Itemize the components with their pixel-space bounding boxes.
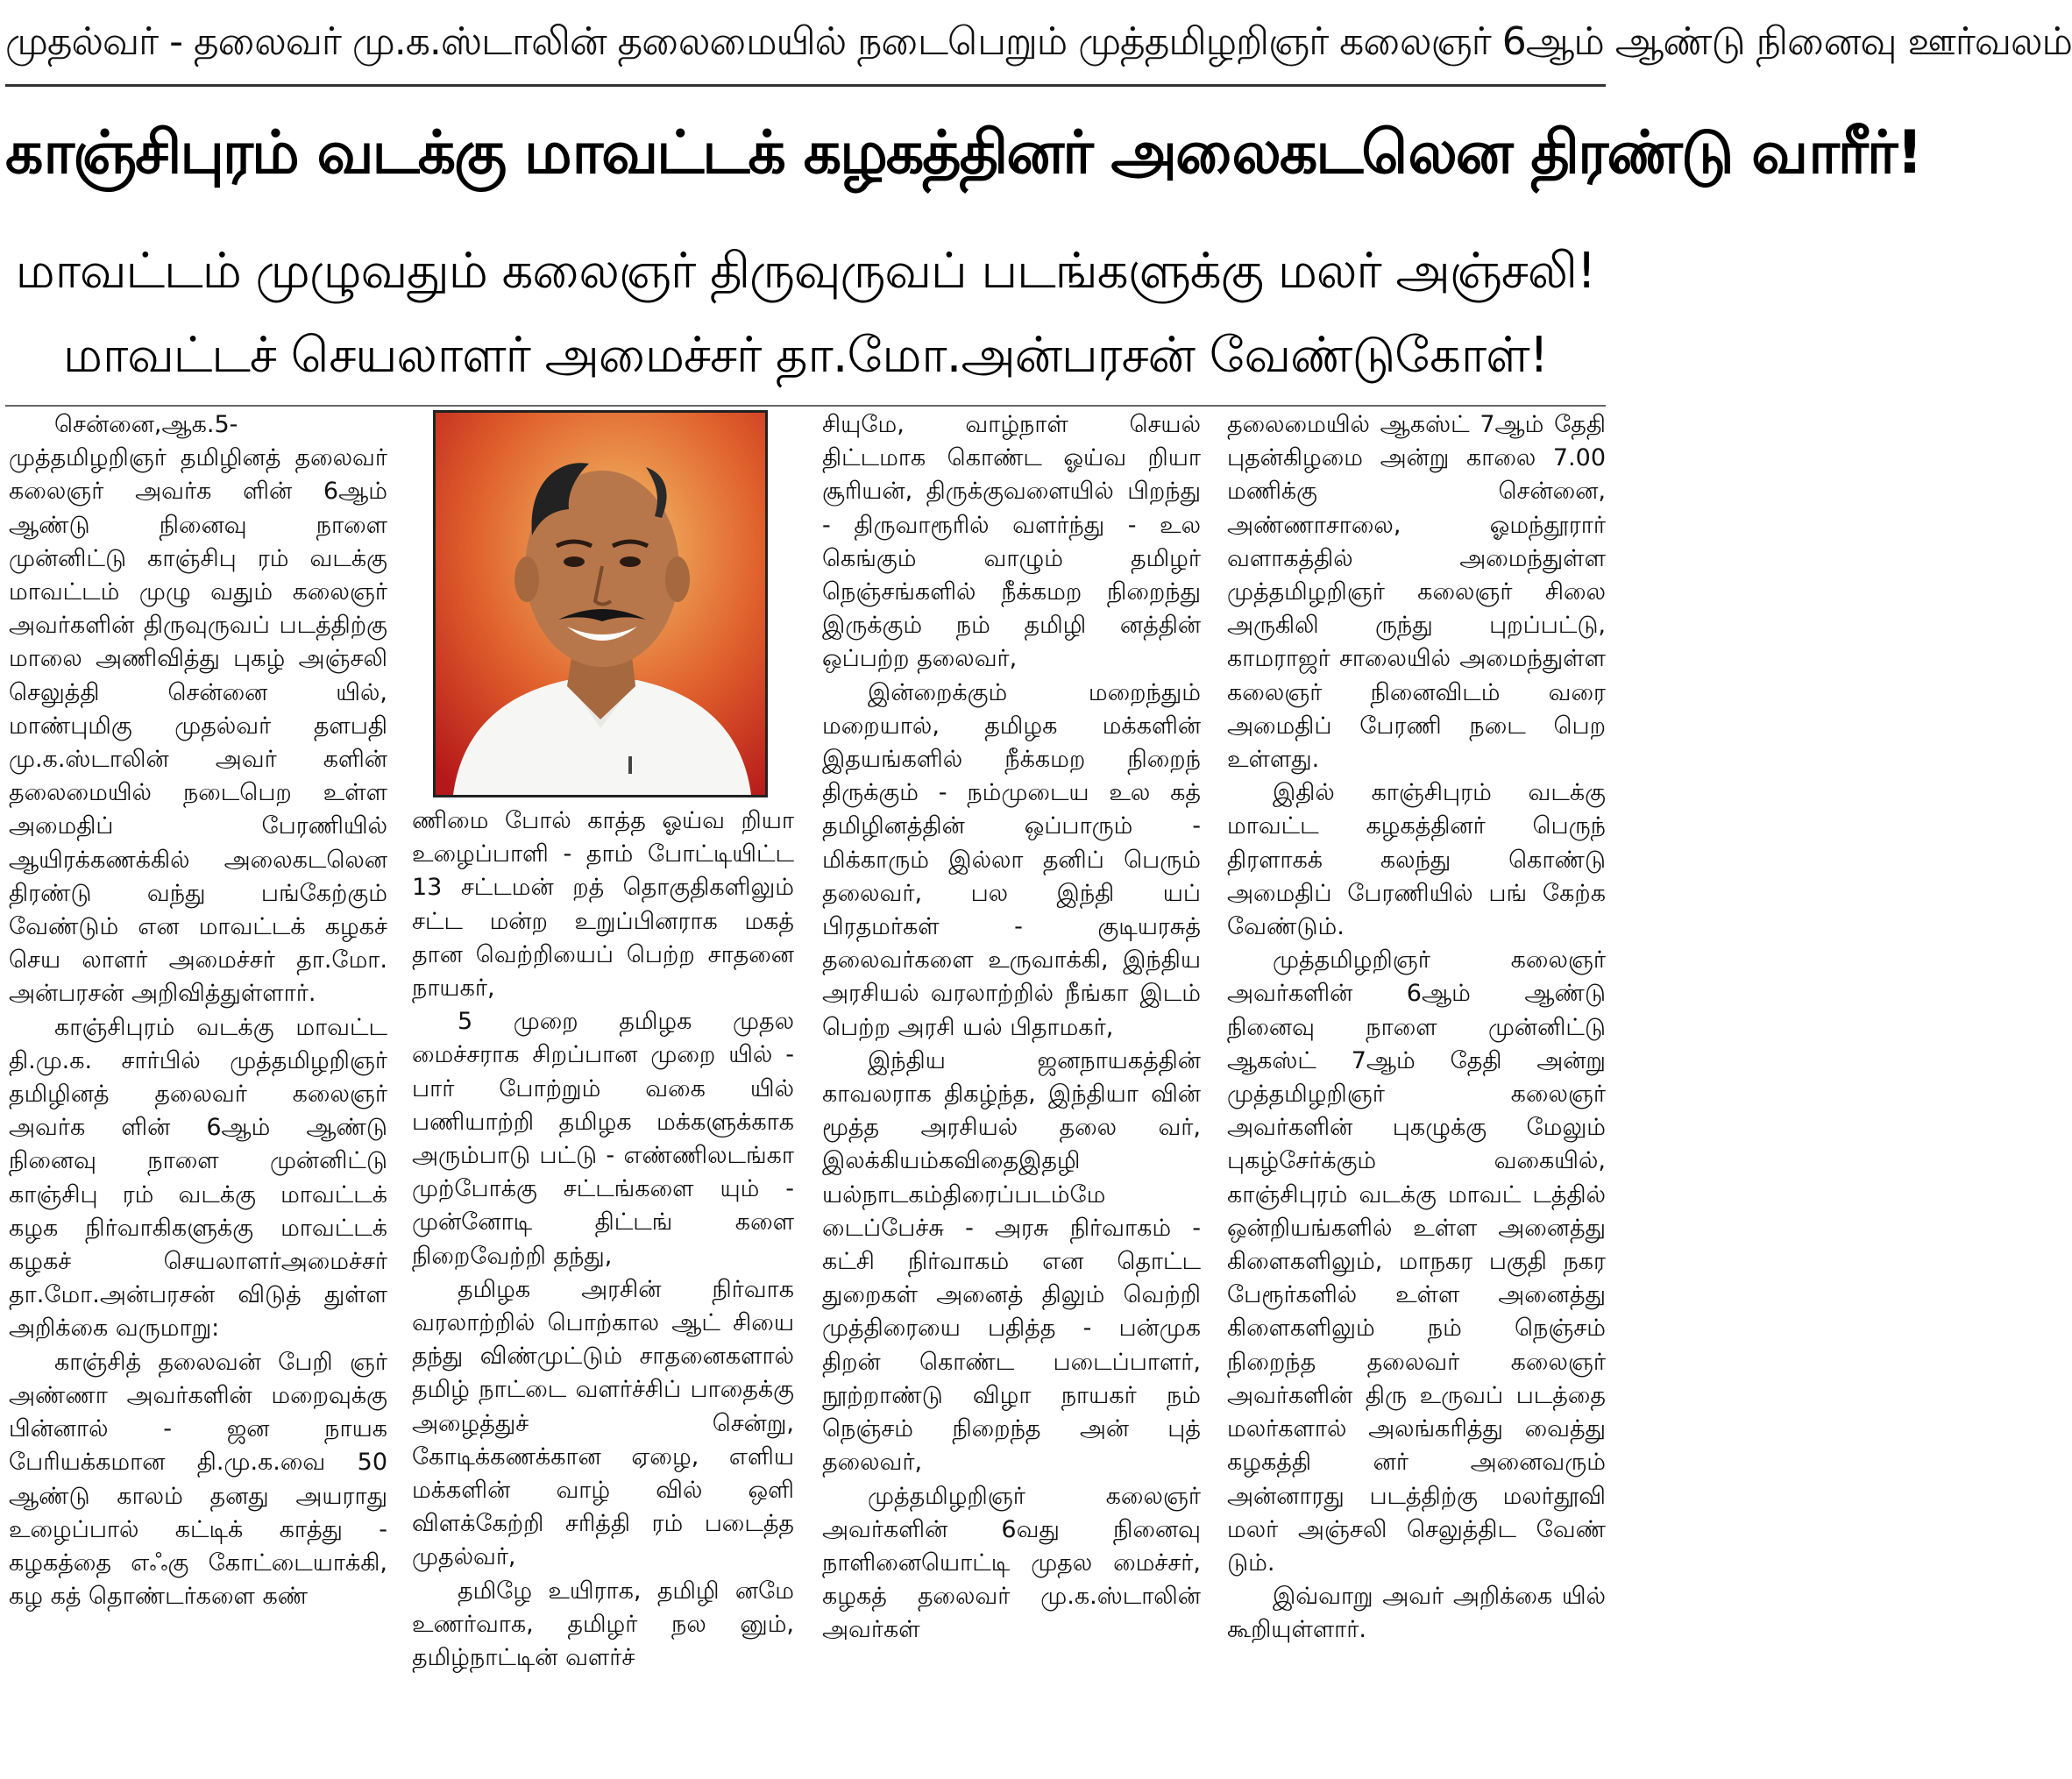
portrait-photo [433,410,768,797]
paragraph: முத்தமிழறிஞர் கலைஞர் அவர்களின் 6ஆம் ஆண்டு நினைவு நாளை முன்னிட்டு ஆகஸ்ட் 7ஆம் தேதி அன்று முத்தமிழறிஞர் கலைஞர் அவர்களின் புகழுக்கு மேலும் புகழ்சேர்க்கும் வகையில், காஞ்சிபுரம் வடக்கு மாவட் டத்தில் ஒன்றியங்களில் உள்ள அனைத்து கிளைகளிலும், மாநகர பகுதி நகர பேரூர்களில் உள்ள அனைத்து கிளைகளிலும் நம் நெஞ்சம் நிறைந்த தலைவர் கலைஞர் அவர்களின் திரு உருவப் படத்தை மலர்களால் அலங்கரித்து வைத்து கழகத்தி னர் அனைவரும் அன்னாரது படத்திற்கு மலர்தூவி மலர் அஞ்சலி செலுத்திட வேண் டும். [1227,946,1606,1577]
article-column-4 [1227,408,1606,1775]
paragraph: காஞ்சித் தலைவன் பேறி ஞர் அண்ணா அவர்களின் மறைவுக்கு பின்னால் - ஜன நாயக பேரியக்கமான தி.மு.க.வை 50 ஆண்டு காலம் தனது அயராது உழைப்பால் கட்டிக் காத்து - கழகத்தை எஃகு கோட்டையாக்கி, கழ கத் தொண்டர்களை கண் [9,1348,387,1611]
subheadline-2: மாவட்டச் செயலாளர் அமைச்சர் தா.மோ.அன்பரசன் வேண்டுகோள்! [62,327,1549,384]
paragraph: தமிழக அரசின் நிர்வாக வரலாற்றில் பொற்கால ஆட் சியை தந்து விண்முட்டும் சாதனைகளால் தமிழ் நாட்டை வளர்ச்சிப் பாதைக்கு அழைத்துச் சென்று, கோடிக்கணக்கான ஏழை, எளிய மக்களின் வாழ் வில் ஒளி விளக்கேற்றி சரித்தி ரம் படைத்த முதல்வர், [412,1275,794,1571]
article-column-1 [9,408,387,1775]
subheadline-1: மாவட்டம் முழுவதும் கலைஞர் திருவுருவப் படங்களுக்கு மலர் அஞ்சலி! [15,243,1596,300]
paragraph: 5 முறை தமிழக முதல மைச்சராக சிறப்பான முறை யில் - பார் போற்றும் வகை யில் பணியாற்றி தமிழக மக்களுக்காக அரும்பாடு பட்டு - எண்ணிலடங்கா முற்போக்கு சட்டங்களை யும் - முன்னோடி திட்டங் களை நிறைவேற்றி தந்து, [412,1008,794,1270]
kicker-line: முதல்வர் - தலைவர் மு.க.ஸ்டாலின் தலைமையில் நடைபெறும் முத்தமிழறிஞர் கலைஞர் 6ஆம் ஆண்டு நினைவு ஊர்வலம் [5,19,2072,64]
paragraph: இவ்வாறு அவர் அறிக்கை யில் கூறியுள்ளார். [1227,1583,1606,1644]
paragraph: இந்திய ஜனநாயகத்தின் காவலராக திகழ்ந்த, இந்தியா வின் மூத்த அரசியல் தலை வர், இலக்கியம்கவிதைஇதழி யல்நாடகம்திரைப்படம்மே டைப்பேச்சு - அரசு நிர்வாகம் - கட்சி நிர்வாகம் என தொட்ட துறைகள் அனைத் திலும் வெற்றி முத்திரையை பதித்த - பன்முக திறன் கொண்ட படைப்பாளர், நூற்றாண்டு விழா நாயகர் நம் நெஞ்சம் நிறைந்த அன் புத் தலைவர், [822,1046,1201,1477]
paragraph: ணிமை போல் காத்த ஓய்வ றியா உழைப்பாளி - தாம் போட்டியிட்ட 13 சட்டமன் றத் தொகுதிகளிலும் சட்ட மன்ற உறுப்பினராக மகத் தான வெற்றியைப் பெற்ற சாதனை நாயகர், [412,807,794,1003]
headline: காஞ்சிபுரம் வடக்கு மாவட்டக் கழகத்தினர் அலைகடலென திரண்டு வாரீர்! [5,118,1922,188]
kicker-rule [5,84,1606,87]
headline-rule [5,405,1606,407]
paragraph: முத்தமிழறிஞர் கலைஞர் அவர்களின் 6வது நினைவு நாளினையொட்டி முதல மைச்சர், கழகத் தலைவர் மு.க.ஸ்டாலின் அவர்கள் [822,1482,1201,1644]
article-column-2 [412,804,794,1775]
paragraph: சென்னை,ஆக.5- முத்தமிழறிஞர் தமிழினத் தலைவர் கலைஞர் அவர்க ளின் 6ஆம் ஆண்டு நினைவு நாளை முன்னிட்டு காஞ்சிபு ரம் வடக்கு மாவட்டம் முழு வதும் கலைஞர் அவர்களின் திருவுருவப் படத்திற்கு மாலை அணிவித்து புகழ் அஞ்சலி செலுத்தி சென்னை யில், மாண்புமிகு முதல்வர் தளபதி மு.க.ஸ்டாலின் அவர் களின் தலைமையில் நடைபெற உள்ள அமைதிப் பேரணியில் ஆயிரக்கணக்கில் அலைகடலென திரண்டு வந்து பங்கேற்கும் வேண்டும் என மாவட்டக் கழகச் செய லாளர் அமைச்சர் தா.மோ. அன்பரசன் அறிவித்துள்ளார். [9,411,387,1008]
paragraph: காஞ்சிபுரம் வடக்கு மாவட்ட தி.மு.க. சார்பில் முத்தமிழறிஞர் தமிழினத் தலைவர் கலைஞர் அவர்க ளின் 6ஆம் ஆண்டு நினைவு நாளை முன்னிட்டு காஞ்சிபு ரம் வடக்கு மாவட்டக் கழக நிர்வாகிகளுக்கு மாவட்டக் கழகச் செயலாளர்அமைச்சர் தா.மோ.அன்பரசன் விடுத் துள்ள அறிக்கை வருமாறு: [9,1013,387,1343]
paragraph: இன்றைக்கும் மறைந்தும் மறையால், தமிழக மக்களின் இதயங்களில் நீக்கமற நிறைந் திருக்கும் - நம்முடைய உல கத் தமிழினத்தின் ஒப்பாரும் - மிக்காரும் இல்லா தனிப் பெரும் தலைவர், பல இந்தி யப் பிரதமர்கள் - குடியரசுத் தலைவர்களை உருவாக்கி, இந்திய அரசியல் வரலாற்றில் நீங்கா இடம் பெற்ற அரசி யல் பிதாமகர், [822,678,1201,1041]
paragraph: சியுமே, வாழ்நாள் செயல் திட்டமாக கொண்ட ஓய்வ றியா சூரியன், திருக்குவளையில் பிறந்து - திருவாரூரில் வளர்ந்து - உல கெங்கும் வாழும் தமிழர் நெஞ்சங்களில் நீக்கமற நிறைந்து இருக்கும் நம் தமிழி னத்தின் ஒப்பற்ற தலைவர், [822,411,1201,673]
portrait-photo-icon [436,413,765,795]
article-column-3 [822,408,1201,1775]
paragraph: தமிழே உயிராக, தமிழி னமே உணர்வாக, தமிழர் நல னும், தமிழ்நாட்டின் வளர்ச் [412,1577,794,1672]
paragraph: தலைமையில் ஆகஸ்ட் 7ஆம் தேதி புதன்கிழமை அன்று காலை 7.00 மணிக்கு சென்னை, அண்ணாசாலை, ஓமந்தூரார் வளாகத்தில் அமைந்துள்ள முத்தமிழறிஞர் கலைஞர் சிலை அருகிலி ருந்து புறப்பட்டு, காமராஜர் சாலையில் அமைந்துள்ள கலைஞர் நினைவிடம் வரை அமைதிப் பேரணி நடை பெற உள்ளது. [1227,411,1606,774]
paragraph: இதில் காஞ்சிபுரம் வடக்கு மாவட்ட கழகத்தினர் பெருந் திரளாகக் கலந்து கொண்டு அமைதிப் பேரணியில் பங் கேற்க வேண்டும். [1227,779,1606,941]
